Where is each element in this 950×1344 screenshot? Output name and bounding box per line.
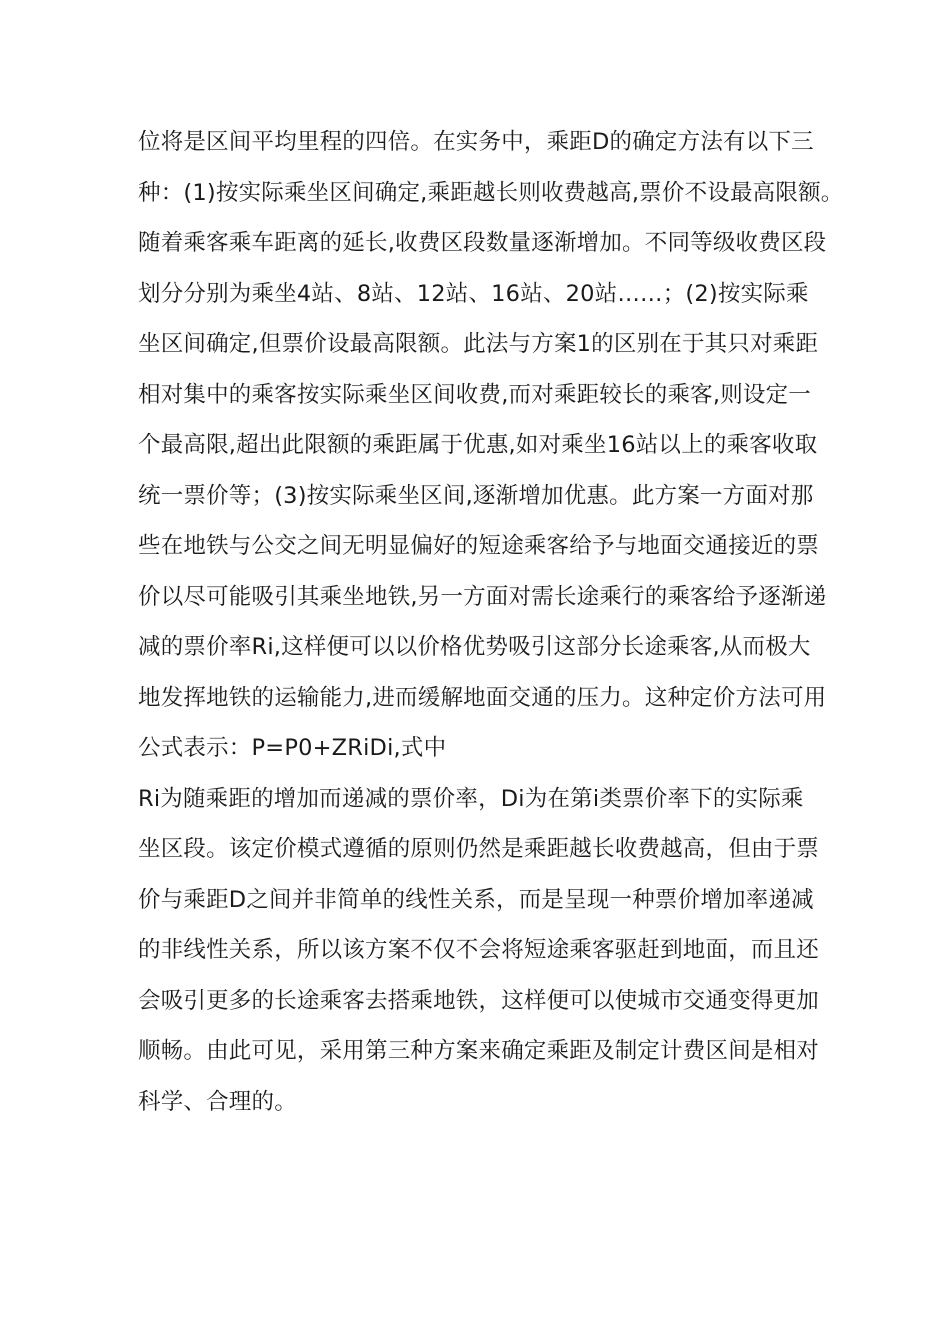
text-line: 减的票价率Ri,这样便可以以价格优势吸引这部分长途乘客,从而极大 <box>138 634 811 660</box>
text-line: 坐区间确定,但票价设最高限额。此法与方案1的区别在于其只对乘距 <box>138 331 819 357</box>
text-line: 划分分别为乘坐4站、8站、12站、16站、20站……；(2)按实际乘 <box>138 280 809 307</box>
text-line: 的非线性关系，所以该方案不仅不会将短途乘客驱赶到地面，而且还 <box>138 937 820 963</box>
body-text <box>138 117 878 1127</box>
text-line: 相对集中的乘客按实际乘坐区间收费,而对乘距较长的乘客,则设定一 <box>138 381 812 408</box>
text-line: 价以尽可能吸引其乘坐地铁,另一方面对需长途乘行的乘客给予逐渐递 <box>138 583 827 610</box>
text-line: 个最高限,超出此限额的乘距属于优惠,如对乘坐16站以上的乘客收取 <box>138 432 818 458</box>
text-line: 种：(1)按实际乘坐区间确定,乘距越长则收费越高,票价不设最高限额。 <box>138 179 844 206</box>
text-line: Ri为随乘距的增加而递减的票价率，Di为在第i类票价率下的实际乘 <box>138 785 804 812</box>
formula-line: 公式表示：P=P0+ZRiDi,式中 <box>138 735 447 761</box>
text-line: 随着乘客乘车距离的延长,收费区段数量逐渐增加。不同等级收费区段 <box>138 230 827 256</box>
text-line: 坐区段。该定价模式遵循的原则仍然是乘距越长收费越高，但由于票 <box>138 836 820 862</box>
text-line: 科学、合理的。 <box>138 1088 297 1115</box>
text-line: 会吸引更多的长途乘客去搭乘地铁，这样便可以使城市交通变得更加 <box>138 987 820 1014</box>
text-line: 顺畅。由此可见，采用第三种方案来确定乘距及制定计费区间是相对 <box>138 1038 820 1064</box>
text-line: 统一票价等；(3)按实际乘坐区间,逐渐增加优惠。此方案一方面对那 <box>138 482 814 509</box>
text-line: 价与乘距D之间并非简单的线性关系，而是呈现一种票价增加率递减 <box>138 886 814 913</box>
text-line: 些在地铁与公交之间无明显偏好的短途乘客给予与地面交通接近的票 <box>138 533 820 559</box>
text-line: 地发挥地铁的运输能力,进而缓解地面交通的压力。这种定价方法可用 <box>138 684 827 711</box>
text-line: 位将是区间平均里程的四倍。在实务中，乘距D的确定方法有以下三 <box>138 129 814 155</box>
